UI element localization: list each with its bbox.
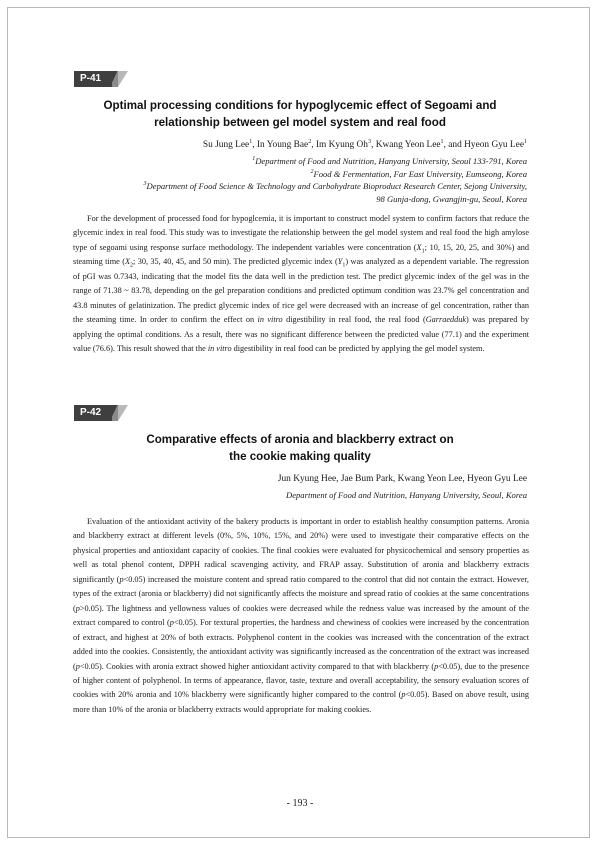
text-run: <0.05) increased the moisture content and spread ratio compared to the control that did not contain the extract. However, types of the extract (aronia or blackberry) did not significantly affects the moisture and spread ratio of cookies at the same concentrations ( (73, 574, 529, 613)
italic-run: X (416, 242, 422, 252)
text-run: <0.05). Cookies with aronia extract showed higher antioxidant activity compared to that with blackberry ( (79, 661, 435, 671)
italic-run: X (124, 257, 131, 267)
author-affil-mark: 1 (249, 138, 253, 145)
text-run: <0.05). For textural properties, the hardness and chewiness of cookies were increased by the concentration of extract, and highest at 20% of both extracts. Polyphenol content in the cookies was increased with the concentration of the extract added into the cookies. Consistently, the antioxidant activity was significantly increased as the concentration of the extract was increased ( (73, 618, 529, 671)
abstract-id-badge-p41: P-41 (74, 71, 118, 87)
text-run: For the development of processed food for hypoglcemia, it is important to construct model system to confirm factors that reduce the glycemic index in real food. This study was to investigate the relationship between the gel model system and real food the high amylose type of segoami using response surface methodology. The independent variables were concentration ( (73, 214, 529, 252)
text-run: >0.05). The lightness and yellowness values of cookies were decreased while the redness value was increased by the amount of the extract compared to control ( (73, 603, 529, 628)
title-line-1: Optimal processing conditions for hypoglycemic effect of Segoami and (103, 99, 497, 112)
italic-run: in vitro (207, 344, 232, 354)
text-run: ; 30, 35, 40, 45, and 50 min). The predicted glycemic index ( (133, 257, 338, 267)
affiliation-text: 98 Gunja-dong, Gwangjin-gu, Seoul, Korea (376, 193, 527, 204)
subscript-run: 1 (342, 263, 346, 269)
text-run: <0.05). Based on above result, using more than 10% of the aronia or blackberry extracts would appropriate for making cookies. (73, 690, 529, 714)
author-affil-mark: 1 (524, 138, 527, 145)
text-run: ) was analyzed as a dependent variable. The regression of pGI was 0.7343, indicating that the model fits the data well in the prediction test. The predict glycemic index of the gel was in the range of 71.38 ~ 83.78, depending on the gel preparation conditions and predicted optimum condition was 23.7% gel concentration and 43.8 minutes of gelatinization. The predict glycemic index of rice gel were decreased with an increase of gel concentration, rather than the steaming time. In order to confirm the effect on (73, 257, 530, 325)
paper-title-p42 (0, 431, 600, 465)
author: Hyeon Gyu Lee (464, 140, 524, 150)
title-line-2: relationship between gel model system and real food (154, 116, 446, 129)
author-separator: , and (443, 140, 465, 150)
italic-run: Y (337, 257, 343, 267)
affiliation-mark: 3 (143, 181, 147, 188)
title-line-1: Comparative effects of aronia and blackberry extract on (146, 433, 454, 446)
affiliation-mark: 2 (310, 168, 314, 175)
title-line-2: the cookie making quality (229, 450, 371, 463)
affiliation-line (67, 193, 527, 206)
italic-run: p (75, 661, 80, 671)
italic-run: in vitro (257, 315, 283, 325)
italic-run: p (401, 690, 406, 700)
authors-p42: Jun Kyung Hee, Jae Bum Park, Kwang Yeon Lee, Hyeon Gyu Lee (277, 474, 527, 484)
affiliation-line (67, 180, 527, 193)
author: Su Jung Lee (202, 140, 250, 150)
subscript-run: 1 (421, 248, 425, 255)
author: In Young Bae (256, 140, 309, 150)
text-run: <0.05), due to the presence of higher content of polyphenol. In terms of appearance, flavor, taste, texture and overall acceptability, the sensory evaluation scores of cookies with 20% aronia and 10% blackberry were significantly higher compared to the control ( (73, 661, 529, 700)
affiliation-mark: 1 (252, 156, 256, 163)
text-run: ) was prepared by applying the optimal conditions. As a result, there was no significant difference between the predicted value (77.1) and the experiment value (76.6). This result showed that the (73, 315, 529, 354)
italic-run: p (169, 618, 174, 628)
affiliation-p42: Department of Food and Nutrition, Hanyang University, Seoul, Korea (285, 490, 527, 500)
authors-p41 (203, 139, 527, 152)
affiliation-line (67, 155, 527, 168)
affiliation-line (67, 168, 527, 181)
subscript-run: 2 (130, 263, 134, 269)
author-affil-mark: 2 (308, 138, 312, 145)
author-affil-mark: 1 (440, 138, 444, 145)
author: Im Kyung Oh (315, 140, 368, 150)
italic-run: Garraedduk (425, 315, 467, 325)
author-separator: , (252, 140, 257, 150)
text-run: digestibility in real food, the real food ( (282, 315, 426, 325)
affiliations-p41 (67, 155, 527, 205)
author: Kwang Yeon Lee (375, 140, 441, 150)
paper-title-p41 (0, 97, 600, 131)
page-number: - 193 - (286, 798, 314, 809)
italic-run: p (119, 574, 124, 584)
author-separator: , (371, 140, 376, 150)
text-run: Evaluation of the antioxidant activity of the bakery products is important in order to establish healthy consumption patterns. Aronia and blackberry extract at different levels (0%, 5%, 10%, 15%, and 20%) were used to investigate their comparative effects on the physical properties and antioxidant capacity of cookies. The final cookies were evaluated for physicochemical and sensory properties as well as total phenol content, DPPH radical scavenging activity, and FRAP assay. Substitution of aronia and blackberry extracts significantly ( (73, 517, 529, 584)
italic-run: p (75, 603, 80, 613)
author-separator: , (311, 140, 316, 150)
abstract-body-p42 (73, 515, 529, 717)
author-affil-mark: 3 (368, 138, 371, 145)
text-run: ; 10, 15, 20, 25, and 30%) and steaming time ( (73, 242, 529, 267)
affiliation-text: Food & Fermentation, Far East University, Eumseong, Korea (313, 168, 527, 179)
affiliation-text: Department of Food Science & Technology and Carbohydrate Bioproduct Research Center, Sejong University, (146, 181, 527, 191)
text-run: digestibility in real food can be predicted by applying the gel model system. (231, 344, 485, 354)
affiliation-text: Department of Food and Nutrition, Hanyang University, Seoul 133-791, Korea (255, 156, 527, 166)
abstract-id-badge-p42: P-42 (74, 405, 118, 421)
abstract-body-p41 (73, 212, 529, 357)
italic-run: p (434, 661, 439, 671)
